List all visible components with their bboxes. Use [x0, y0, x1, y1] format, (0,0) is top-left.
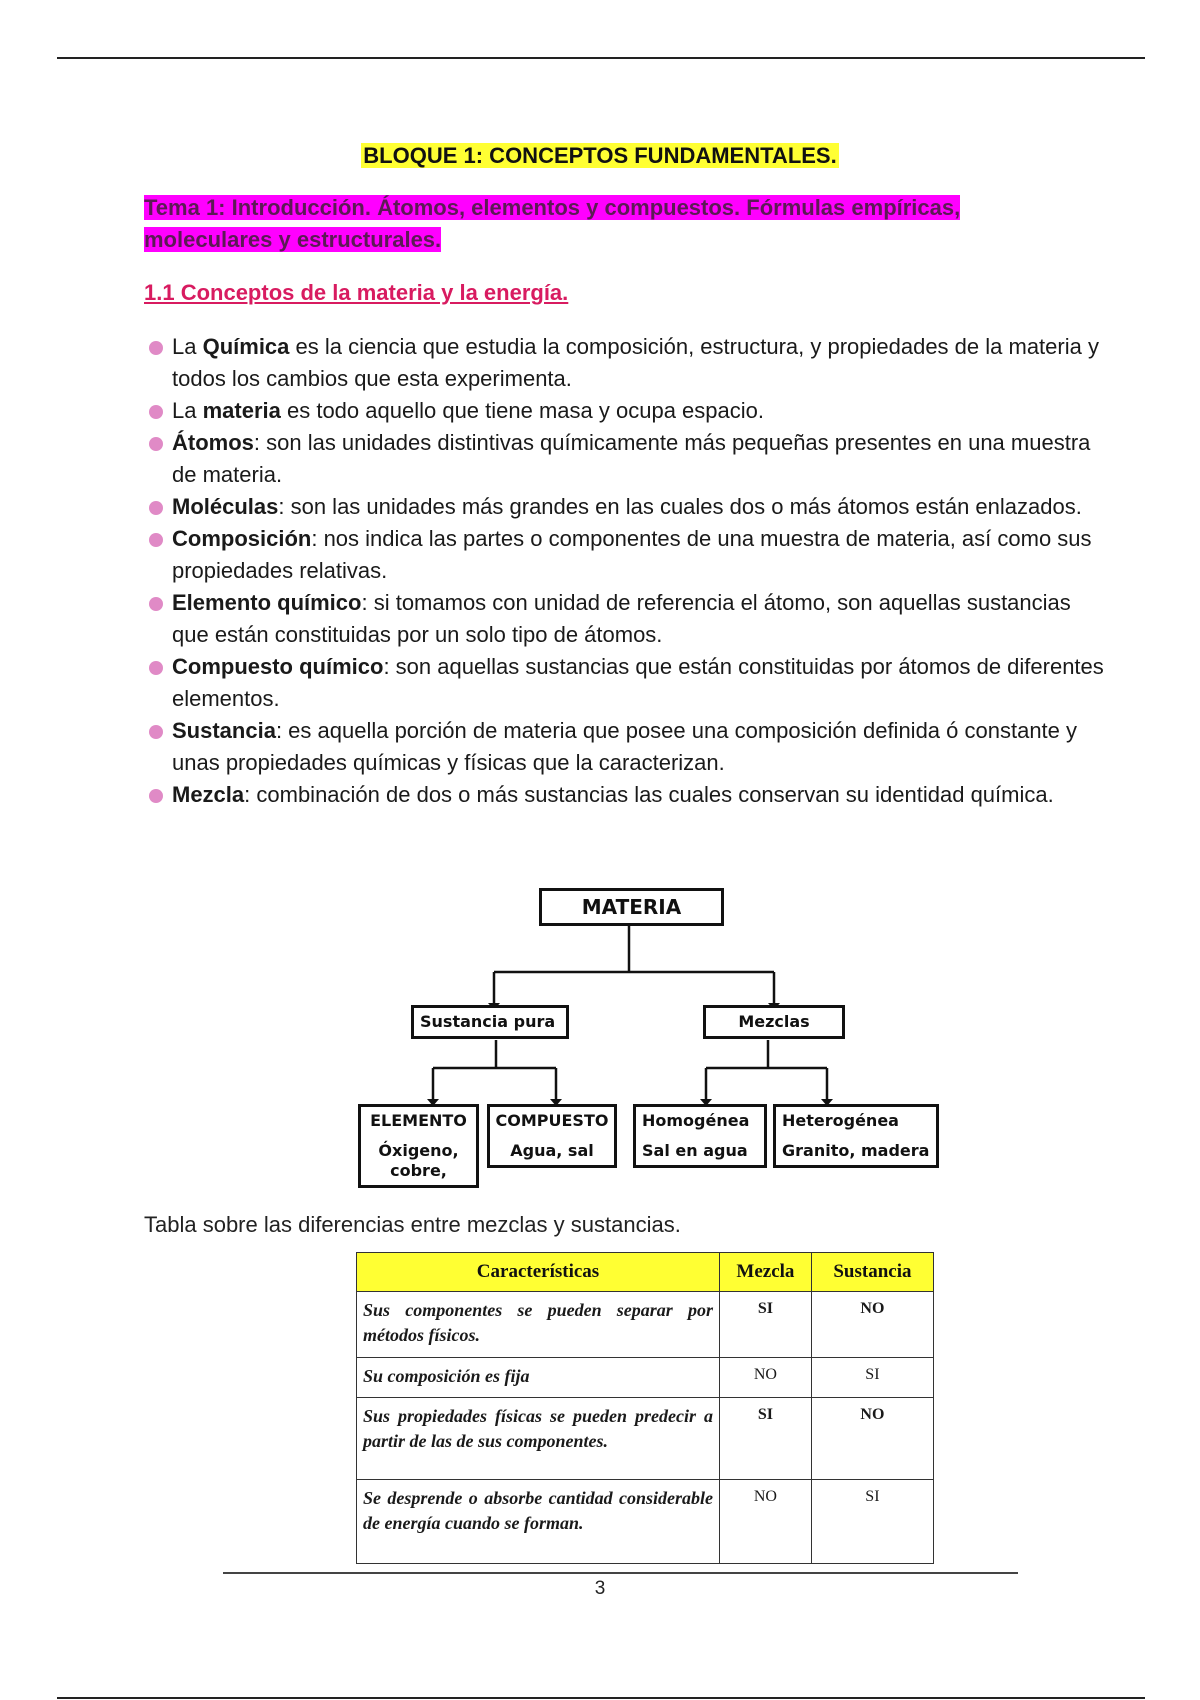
node-label: Homogénea: [642, 1111, 750, 1130]
column-header: Mezcla: [720, 1253, 812, 1292]
node-materia: MATERIA: [539, 888, 724, 926]
item-term: Elemento químico: [172, 590, 362, 615]
item-text: : combinación de dos o más sustancias las cuales conservan su identidad química.: [244, 782, 1054, 807]
topic-title-line-1: Tema 1: Introducción. Átomos, elementos y compuestos. Fórmulas empíricas,: [144, 195, 961, 220]
node-mixtures: [703, 1005, 845, 1039]
node-label: Sustancia pura: [420, 1012, 556, 1031]
list-item: [149, 523, 1109, 587]
item-term: Composición: [172, 526, 312, 551]
item-text: : nos indica las partes o componentes de una muestra de materia, así como sus propiedades relativas.: [172, 526, 1092, 583]
item-text: : son las unidades más grandes en las cuales dos o más átomos están enlazados.: [278, 494, 1082, 519]
item-term: Mezcla: [172, 782, 245, 807]
definitions-list: [149, 331, 1109, 811]
item-term: Moléculas: [172, 494, 279, 519]
node-label: Mezclas: [738, 1012, 810, 1031]
node-example: Agua, sal: [510, 1141, 594, 1160]
block-title: [0, 143, 1200, 169]
bullet-icon: [149, 789, 163, 803]
table-row: [357, 1398, 934, 1480]
bullet-icon: [149, 341, 163, 355]
row-mezcla-value: SI: [720, 1398, 812, 1480]
bullet-icon: [149, 725, 163, 739]
row-characteristic: Sus propiedades físicas se pueden predecir a partir de las de sus componentes.: [357, 1398, 720, 1480]
list-item: [149, 715, 1109, 779]
row-characteristic: Sus componentes se pueden separar por métodos físicos.: [357, 1292, 720, 1358]
page-number: 3: [594, 1578, 606, 1599]
topic-title-line-2: moleculares y estructurales.: [144, 227, 442, 252]
bullet-icon: [149, 501, 163, 515]
item-prefix: La: [172, 398, 203, 423]
row-mezcla-value: SI: [720, 1292, 812, 1358]
list-item: [149, 395, 1109, 427]
list-item: [149, 331, 1109, 395]
bullet-icon: [149, 661, 163, 675]
item-term: Química: [202, 334, 290, 359]
header-rule: [57, 57, 1145, 59]
row-mezcla-value: NO: [720, 1358, 812, 1398]
row-sustancia-value: NO: [811, 1292, 933, 1358]
table-row: [357, 1358, 934, 1398]
item-text: : si tomamos con unidad de referencia el átomo, son aquellas sustancias que están constituidas por un solo tipo de átomos.: [172, 590, 1071, 647]
list-item: [149, 427, 1109, 491]
row-sustancia-value: NO: [811, 1398, 933, 1480]
node-element: [358, 1104, 479, 1188]
bullet-icon: [149, 533, 163, 547]
node-example: Granito, madera: [782, 1141, 930, 1160]
list-item: [149, 587, 1109, 651]
footer-rule: [223, 1572, 1018, 1574]
column-header: Características: [357, 1253, 720, 1292]
item-term: materia: [202, 398, 281, 423]
node-homogeneous: [633, 1104, 767, 1168]
table-row: [357, 1292, 934, 1358]
item-prefix: La: [172, 334, 203, 359]
column-header: Sustancia: [811, 1253, 933, 1292]
block-title-text: BLOQUE 1: CONCEPTOS FUNDAMENTALES.: [363, 143, 837, 168]
row-mezcla-value: NO: [720, 1480, 812, 1564]
row-characteristic: Se desprende o absorbe cantidad considerable de energía cuando se forman.: [357, 1480, 720, 1564]
row-sustancia-value: SI: [811, 1358, 933, 1398]
item-text: es todo aquello que tiene masa y ocupa espacio.: [280, 398, 764, 423]
node-pure-substance: [411, 1005, 569, 1039]
list-item: [149, 779, 1109, 811]
topic-title: [144, 192, 1044, 256]
item-text: es la ciencia que estudia la composición, estructura, y propiedades de la materia y todos los cambios que esta experimenta.: [172, 334, 1099, 391]
node-label: COMPUESTO: [495, 1111, 609, 1130]
node-heterogeneous: [773, 1104, 939, 1168]
item-text: : es aquella porción de materia que posee una composición definida ó constante y unas propiedades químicas y físicas que la caracterizan.: [172, 718, 1078, 775]
item-text: : son las unidades distintivas químicamente más pequeñas presentes en una muestra de materia.: [172, 430, 1091, 487]
matter-classification-diagram: [354, 882, 944, 1192]
node-label: ELEMENTO: [370, 1111, 467, 1130]
item-text: : son aquellas sustancias que están constituidas por átomos de diferentes elementos.: [172, 654, 1104, 711]
node-example: Sal en agua: [642, 1141, 748, 1160]
item-term: Sustancia: [172, 718, 276, 743]
table-header-row: [357, 1253, 934, 1292]
bullet-icon: [149, 597, 163, 611]
node-label: Heterogénea: [782, 1111, 899, 1130]
table-row: [357, 1480, 934, 1564]
bullet-icon: [149, 437, 163, 451]
list-item: [149, 651, 1109, 715]
item-term: Átomos: [172, 430, 254, 455]
node-compound: [487, 1104, 617, 1168]
list-item: [149, 491, 1109, 523]
node-example: Óxigeno, cobre,: [378, 1141, 459, 1180]
footer-edge-rule: [57, 1697, 1145, 1699]
bullet-icon: [149, 405, 163, 419]
row-characteristic: Su composición es fija: [357, 1358, 720, 1398]
section-heading: 1.1 Conceptos de la materia y la energía.: [144, 280, 569, 305]
table-caption: Tabla sobre las diferencias entre mezclas y sustancias.: [144, 1212, 681, 1237]
comparison-table: [356, 1252, 934, 1564]
item-term: Compuesto químico: [172, 654, 384, 679]
row-sustancia-value: SI: [811, 1480, 933, 1564]
